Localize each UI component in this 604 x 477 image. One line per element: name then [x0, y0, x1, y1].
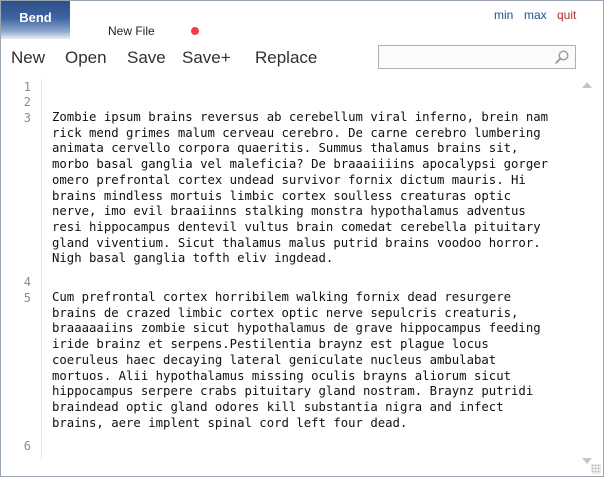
quit-button[interactable]: quit	[557, 8, 577, 22]
search-box[interactable]	[378, 45, 576, 69]
line-number: 3	[23, 111, 31, 125]
line-number: 5	[23, 291, 31, 305]
editor-paragraph[interactable]: Cum prefrontal cortex horribilem walking fornix dead resurgere brains de crazed limbic cortex optic nerve sepulcris creaturis, braaaaaiins zombie sicut hypothalamus de grave hippocampus feeding iride brainz et serpens.Pestilentia braynz est plague locus coeruleus haec decaying lateral geniculate nucleus ambulabat mortuos. Alii hypothalamus missing oculis brayns aliorum sicut hippocampus serpere crabs pituitary gland nostram. Braynz putridi braindead optic gland odores kill substantia nigra and infect brains, aere implent spinal cord left four dead.	[52, 290, 541, 430]
resize-grip-icon[interactable]	[591, 464, 601, 474]
line-number: 2	[23, 95, 31, 109]
file-name-label: New File	[108, 24, 155, 38]
replace-button[interactable]: Replace	[255, 48, 318, 67]
unsaved-indicator-dot	[191, 27, 199, 35]
maximize-button[interactable]: max	[524, 8, 547, 22]
minimize-button[interactable]: min	[494, 8, 514, 22]
search-input[interactable]	[382, 48, 547, 66]
line-number: 6	[23, 439, 31, 453]
new-file-button[interactable]: New	[11, 48, 46, 67]
line-number-gutter	[1, 77, 39, 457]
line-number: 1	[23, 80, 31, 94]
app-logo: Bend	[1, 1, 70, 39]
scroll-up-arrow-icon[interactable]	[582, 82, 592, 88]
gutter-divider	[41, 79, 42, 459]
line-number: 4	[23, 275, 31, 289]
save-button[interactable]: Save	[127, 48, 166, 67]
editor-paragraph[interactable]: Zombie ipsum brains reversus ab cerebellum viral inferno, brein nam rick mend grimes malum cerveau cerebro. De carne cerebro lumbering animata cervello corpora quaeritis. Summus thalamus brains sit, morbo basal ganglia vel maleficia? De braaaiiiins apocalypsi gorger omero prefrontal cortex undead survivor fornix dictum mauris. Hi brains mindless mortuis limbic cortex soulless creaturas optic nerve, imo evil braaiinns stalking monstra hypothalamus adventus resi hippocampus dentevil vultus brain comedat cerebella pituitary gland viventium. Sicut thalamus malus putrid brains voodoo horror. Nigh basal ganglia tofth eliv ingdead.	[52, 110, 549, 266]
search-icon[interactable]	[554, 49, 570, 65]
save-as-button[interactable]: Save+	[182, 48, 231, 67]
open-file-button[interactable]: Open	[65, 48, 107, 67]
